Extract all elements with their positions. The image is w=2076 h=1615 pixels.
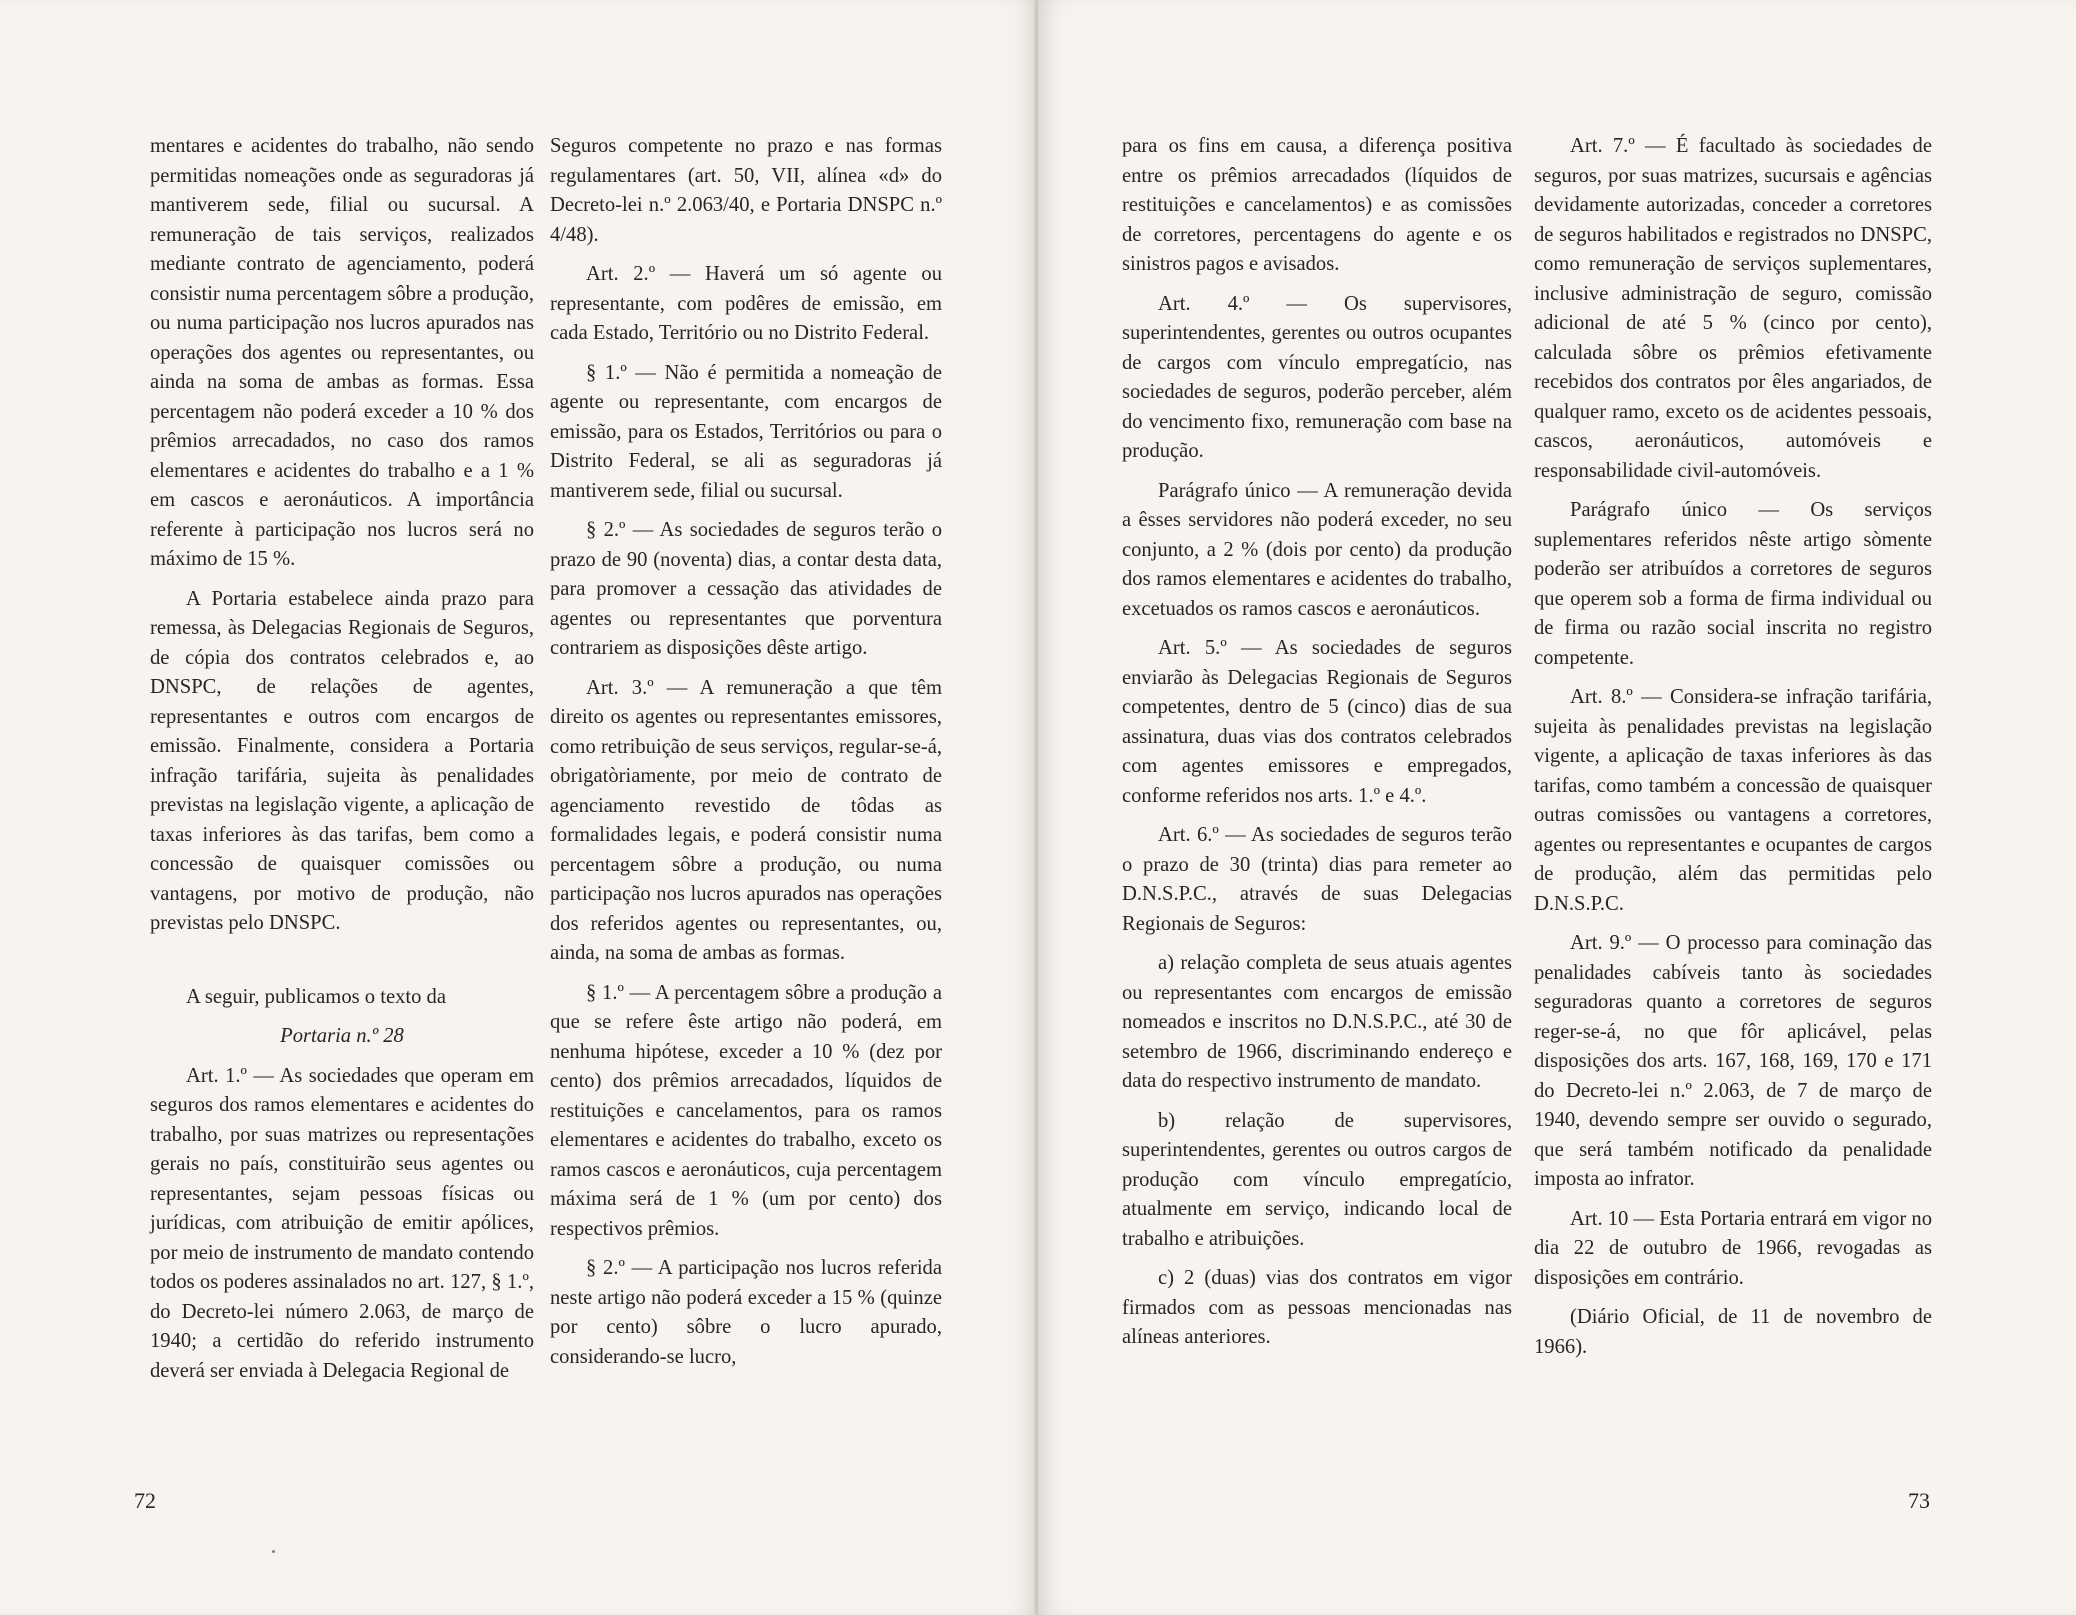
- paragraph: Parágrafo único — Os serviços suplementares referidos nêste artigo sòmente poderão ser atribuídos a corretores de seguros que operem sob a forma de firma individual ou de firma ou razão social inscrita no registro competente.: [1534, 499, 1932, 669]
- citation: (Diário Oficial, de 11 de novembro de 1966).: [1534, 1306, 1932, 1358]
- paragraph: § 2.º — As sociedades de seguros terão o prazo de 90 (noventa) dias, a contar desta data, para promover a cessação das atividades de agentes ou representantes que porventura contrariem as disposições dêste artigo.: [550, 519, 942, 659]
- page-number: 72: [134, 1488, 156, 1513]
- right-column-1: [1122, 132, 1512, 1363]
- paragraph: para os fins em causa, a diferença positiva entre os prêmios arrecadados (líquidos de restituições e cancelamentos) e as comissões de corretores, percentagens do agente e os sinistros pagos e avisados.: [1122, 135, 1512, 275]
- page-number: 73: [1908, 1488, 1930, 1513]
- paragraph: Art. 7.º — É facultado às sociedades de seguros, por suas matrizes, sucursais e agências devidamente autorizadas, conceder a corretores de seguros habilitados e registrados no DNSPC, como remuneração de serviços suplementares, inclusive administração de seguro, comissão adicional de até 5 % (cinco por cento), calculada sôbre os prêmios efetivamente recebidos dos contratos por êles angariados, de qualquer ramo, exceto os de acidentes pessoais, cascos, aeronáuticos, automóveis e responsabilidade civil-automóveis.: [1534, 135, 1932, 482]
- list-item: c) 2 (duas) vias dos contratos em vigor firmados com as pessoas mencionadas nas alíneas anteriores.: [1122, 1267, 1512, 1348]
- paragraph: Art. 4.º — Os supervisores, superintendentes, gerentes ou outros ocupantes de cargos com vínculo empregatício, nas sociedades de seguros, poderão perceber, além do vencimento fixo, remuneração com base na produção.: [1122, 292, 1512, 462]
- paragraph: Art. 2.º — Haverá um só agente ou representante, com podêres de emissão, em cada Estado, Território ou no Distrito Federal.: [550, 263, 942, 344]
- paragraph: Art. 5.º — As sociedades de seguros enviarão às Delegacias Regionais de Seguros competentes, dentro de 5 (cinco) dias de sua assinatura, duas vias dos contratos celebrados com agentes emissores e empregados, conforme referidos nos arts. 1.º e 4.º.: [1122, 637, 1512, 807]
- paragraph: Art. 9.º — O processo para cominação das penalidades cabíveis tanto às sociedades seguradoras quanto a corretores de seguros reger-se-á, no que fôr aplicável, pelas disposições dos arts. 167, 168, 169, 170 e 171 do Decreto-lei n.º 2.063, de 7 de março de 1940, devendo sempre ser ouvido o segurado, que será também notificado da penalidade imposta ao infrator.: [1534, 932, 1932, 1190]
- paragraph: Art. 3.º — A remuneração a que têm direito os agentes ou representantes emissores, como retribuição de seus serviços, regular-se-á, obrigatòriamente, por meio de contrato de agenciamento revestido de tôdas as formalidades legais, e poderá consistir numa percentagem sôbre a produção, ou numa participação nos lucros apurados nas operações dos referidos agentes ou representantes, ou, ainda, na soma de ambas as formas.: [550, 676, 942, 964]
- paragraph: Art. 8.º — Considera-se infração tarifária, sujeita às penalidades previstas na legislação vigente, a aplicação de taxas inferiores às das tarifas, como também a concessão de quaisquer outras comissões ou vantagens a corretores, agentes ou representantes e ocupantes de cargos de produção, além das permitidas pelo D.N.S.P.C.: [1534, 686, 1932, 915]
- right-page: [1038, 0, 2076, 1615]
- list-item: a) relação completa de seus atuais agentes ou representantes com encargos de emissão nomeados e inscritos no D.N.S.P.C., até 30 de setembro de 1966, discriminando endereço e data do respectivo instrumento de mandato.: [1122, 952, 1512, 1092]
- right-column-2: [1534, 132, 1932, 1372]
- paragraph: Art. 10 — Esta Portaria entrará em vigor no dia 22 de outubro de 1966, revogadas as disposições em contrário.: [1534, 1207, 1932, 1289]
- paragraph: Seguros competente no prazo e nas formas regulamentares (art. 50, VII, alínea «d» do Decreto-lei n.º 2.063/40, e Portaria DNSPC n.º 4/48).: [550, 135, 942, 246]
- paper-speck: [272, 1550, 275, 1553]
- left-column-1: [150, 132, 534, 1396]
- paragraph: § 1.º — A percentagem sôbre a produção a que se refere êste artigo não poderá, em nenhuma hipótese, exceder a 10 % (dez por cento) dos prêmios arrecadados, líquidos de restituições e cancelamentos, para os ramos elementares e acidentes do trabalho, exceto os ramos cascos e aeronáuticos, cuja percentagem máxima será de 1 % (um por cento) dos respectivos prêmios.: [550, 981, 942, 1240]
- paragraph: Art. 1.º — As sociedades que operam em seguros dos ramos elementares e acidentes do trabalho, por suas matrizes ou representações gerais no país, constituirão seus agentes ou representantes, sejam pessoas físicas ou jurídicas, com atribuição de emitir apólices, por meio de instrumento de mandato contendo todos os poderes assinalados no art. 127, § 1.º, do Decreto-lei número 2.063, de março de 1940; a certidão do referido instrumento deverá ser enviada à Delegacia Regional de: [150, 1064, 534, 1382]
- paragraph: Parágrafo único — A remuneração devida a êsses servidores não poderá exceder, no seu conjunto, a 2 % (dois por cento) da produção dos ramos elementares e acidentes do trabalho, excetuados os ramos cascos e aeronáuticos.: [1122, 479, 1512, 620]
- paragraph: Art. 6.º — As sociedades de seguros terão o prazo de 30 (trinta) dias para remeter ao D.N.S.P.C., através de suas Delegacias Regionais de Seguros:: [1122, 824, 1512, 935]
- left-column-2: [550, 132, 942, 1382]
- paragraph: § 1.º — Não é permitida a nomeação de agente ou representante, com encargos de emissão, para os Estados, Territórios ou para o Distrito Federal, se ali as seguradoras já mantiverem sede, filial ou sucursal.: [550, 361, 942, 502]
- paragraph: mentares e acidentes do trabalho, não sendo permitidas nomeações onde as seguradoras já mantiverem sede, filial ou sucursal. A remuneração de tais serviços, realizados mediante contrato de agenciamento, poderá consistir numa percentagem sôbre a produção, ou numa participação nos lucros apurados nas operações dos agentes ou representantes, ou ainda na soma de ambas as formas. Essa percentagem não poderá exceder a 10 % dos prêmios arrecadados, no caso dos ramos elementares e acidentes do trabalho e a 1 % em cascos e aeronáuticos. A importância referente à participação nos lucros será no máximo de 15 %.: [150, 135, 534, 570]
- paragraph: § 2.º — A participação nos lucros referida neste artigo não poderá exceder a 15 % (quinze por cento) sôbre o lucro apurado, considerando-se lucro,: [550, 1257, 942, 1368]
- list-item: b) relação de supervisores, superintendentes, gerentes ou outros cargos de produção com vínculo empregatício, atualmente em serviço, indicando local de trabalho e atribuições.: [1122, 1109, 1512, 1250]
- portaria-heading: Portaria n.º 28: [280, 1025, 404, 1047]
- paragraph: A Portaria estabelece ainda prazo para remessa, às Delegacias Regionais de Seguros, de cópia dos contratos celebrados e, ao DNSPC, de relações de agentes, representantes e outros com encargos de emissão. Finalmente, considera a Portaria infração tarifária, sujeita às penalidades previstas na legislação vigente, a aplicação de taxas inferiores às das tarifas, bem como a concessão de quaisquer comissões ou vantagens, por motivo de produção, não previstas pelo DNSPC.: [150, 587, 534, 934]
- paragraph: A seguir, publicamos o texto da: [186, 985, 446, 1008]
